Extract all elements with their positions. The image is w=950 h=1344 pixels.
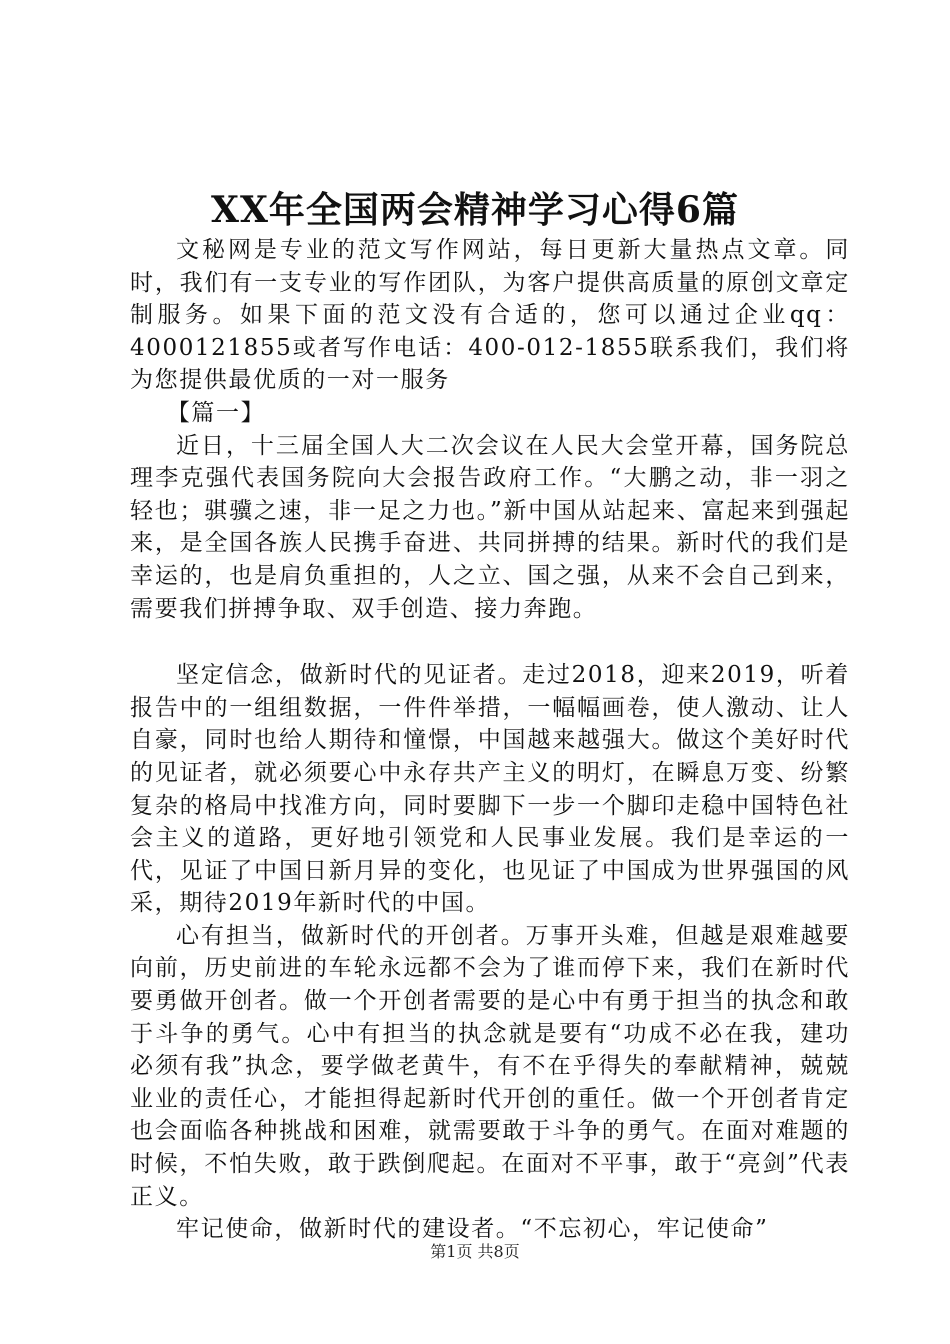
- paragraph-spacer: [130, 625, 850, 659]
- intro-paragraph: 文秘网是专业的范文写作网站，每日更新大量热点文章。同时，我们有一支专业的写作团队，为客户提供高质量的原创文章定制服务。如果下面的范文没有合适的，您可以通过企业qq：4000121855或者写作电话：400-012-1855联系我们，我们将为您提供最优质的一对一服务: [130, 237, 850, 394]
- body-paragraph-4: 牢记使命，做新时代的建设者。“不忘初心，牢记使命”: [176, 1216, 769, 1243]
- body-paragraph-3: 心有担当，做新时代的开创者。万事开头难，但越是艰难越要向前，历史前进的车轮永远都不会为了谁而停下来，我们在新时代要勇做开创者。做一个开创者需要的是心中有勇于担当的执念和敢于斗争的勇气。心中有担当的执念就是要有“功成不必在我，建功必须有我”执念，要学做老黄牛，有不在乎得失的奉献精神，兢兢业业的责任心，才能担得起新时代开创的重任。做一个开创者肯定也会面临各种挑战和困难，就需要敢于斗争的勇气。在面对难题的时候，不怕失败，敢于跌倒爬起。在面对不平事，敢于“亮剑”代表正义。: [130, 922, 850, 1210]
- body-paragraph-2: 坚定信念，做新时代的见证者。走过2018，迎来2019，听着报告中的一组组数据，一件件举措，一幅幅画卷，使人激动、让人自豪，同时也给人期待和憧憬，中国越来越强大。做这个美好时代的见证者，就必须要心中永存共产主义的明灯，在瞬息万变、纷繁复杂的格局中找准方向，同时要脚下一步一个脚印走稳中国特色社会主义的道路，更好地引领党和人民事业发展。我们是幸运的一代，见证了中国日新月异的变化，也见证了中国成为世界强国的风采，期待2019年新时代的中国。: [130, 662, 850, 917]
- body-paragraph-1: 近日，十三届全国人大二次会议在人民大会堂开幕，国务院总理李克强代表国务院向大会报告政府工作。“大鹏之动，非一羽之轻也；骐骥之速，非一足之力也。”新中国从站起来、富起来到强起来，是全国各族人民携手奋进、共同拼搏的结果。新时代的我们是幸运的，也是肩负重担的，人之立、国之强，从来不会自己到来，需要我们拼搏争取、双手创造、接力奔跑。: [130, 432, 850, 622]
- page-footer: 第1页 共8页: [430, 1242, 520, 1261]
- document-body: [130, 234, 850, 1246]
- document-title: XX年全国两会精神学习心得6篇: [211, 189, 739, 231]
- section-heading: 【篇一】: [166, 399, 266, 426]
